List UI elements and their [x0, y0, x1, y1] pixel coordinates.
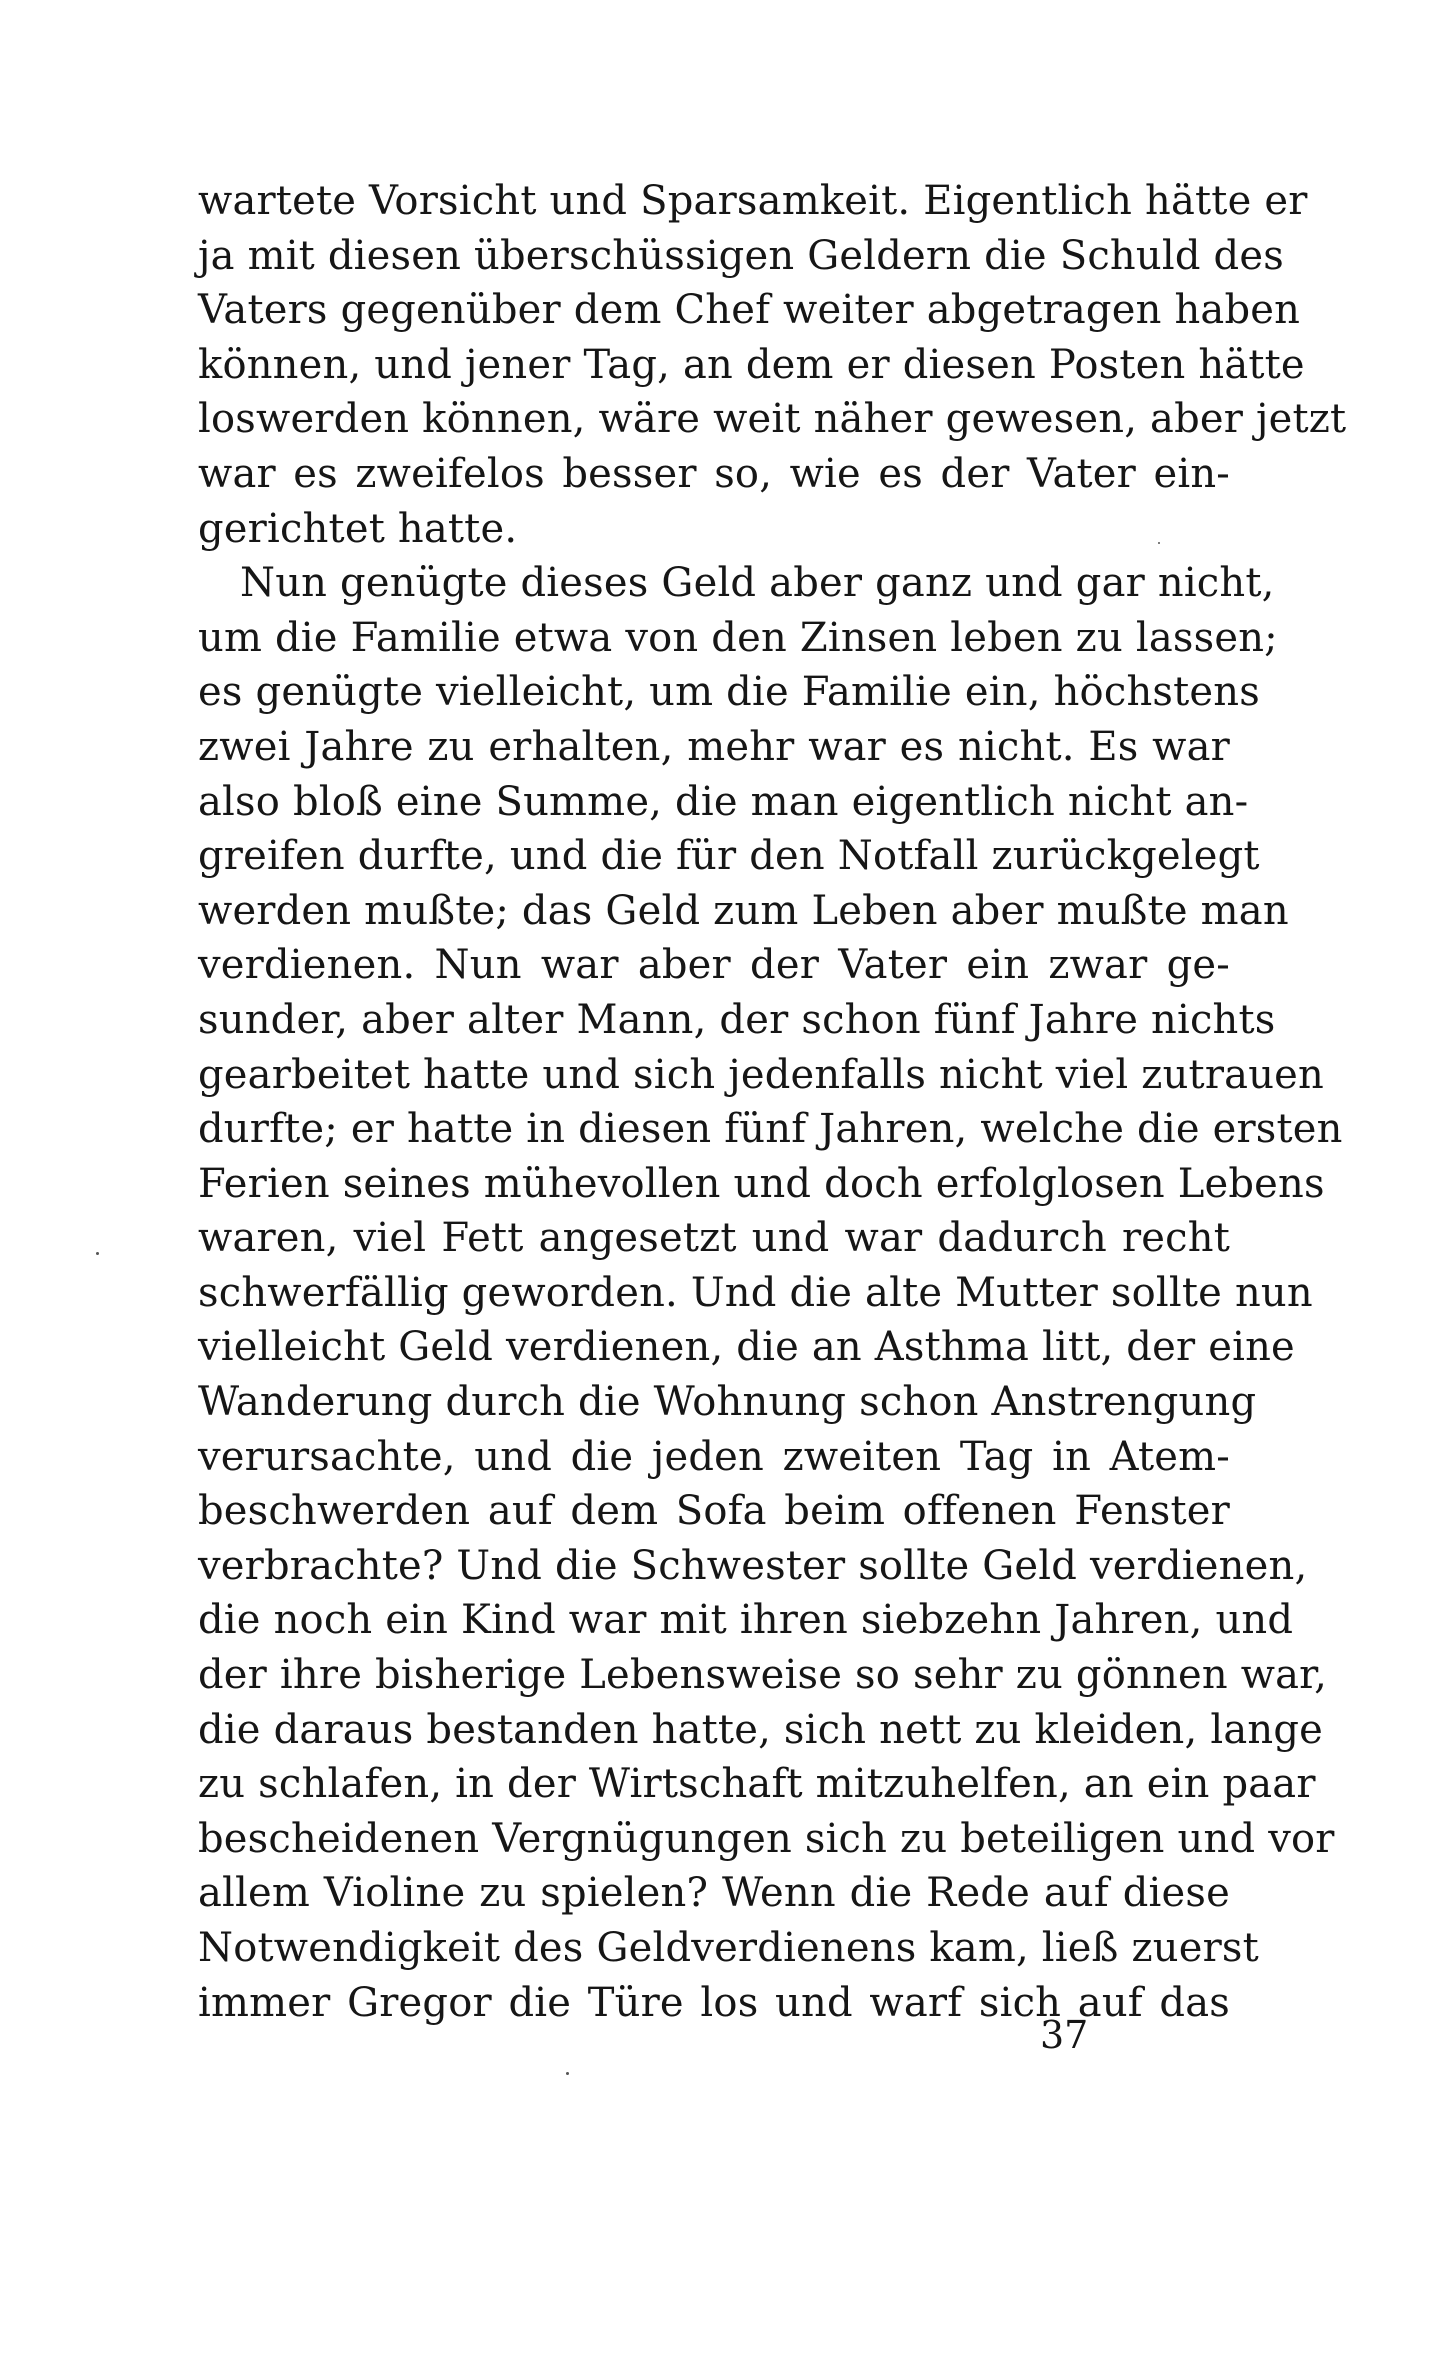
text-line: zwei Jahre zu erhalten, mehr war es nicht. Es war [198, 723, 1230, 770]
scan-speck [566, 2072, 569, 2075]
text-line: die daraus bestanden hatte, sich nett zu kleiden, lange [198, 1706, 1324, 1753]
text-line: beschwerden auf dem Sofa beim offenen Fenster [198, 1488, 1230, 1535]
text-line: es genügte vielleicht, um die Familie ein, höchstens [198, 669, 1260, 716]
text-line: verbrachte? Und die Schwester sollte Geld verdienen, [198, 1542, 1308, 1589]
paragraph-start-line: Nun genügte dieses Geld aber ganz und gar nicht, [240, 560, 1275, 607]
text-line: wartete Vorsicht und Sparsamkeit. Eigentlich hätte er [198, 178, 1308, 224]
text-line: Ferien seines mühevollen und doch erfolglosen Lebens [198, 1160, 1325, 1207]
text-line: verursachte, und die jeden zweiten Tag in Atem- [198, 1433, 1230, 1480]
text-line: die noch ein Kind war mit ihren siebzehn Jahren, und [198, 1597, 1294, 1644]
text-line: war es zweifelos besser so, wie es der Vater ein- [198, 450, 1230, 497]
body-text [198, 174, 1347, 2030]
text-line: um die Familie etwa von den Zinsen leben zu lassen; [198, 614, 1278, 661]
text-line: Notwendigkeit des Geldverdienens kam, ließ zuerst [198, 1925, 1259, 1971]
text-line: Vaters gegenüber dem Chef weiter abgetragen haben [198, 287, 1301, 334]
text-line: sunder, aber alter Mann, der schon fünf Jahre nichts [198, 996, 1276, 1043]
page-number: 37 [1040, 2013, 1089, 2057]
text-line: der ihre bisherige Lebensweise so sehr zu gönnen war, [198, 1652, 1328, 1699]
text-line: vielleicht Geld verdienen, die an Asthma litt, der eine [198, 1324, 1295, 1371]
scan-speck [1158, 542, 1160, 544]
text-line: waren, viel Fett angesetzt und war dadurch recht [198, 1215, 1230, 1262]
text-line: gerichtet hatte. [198, 505, 518, 552]
text-line: immer Gregor die Türe los und warf sich auf das [198, 1979, 1230, 2026]
text-line: werden mußte; das Geld zum Leben aber mußte man [198, 887, 1289, 934]
text-line: gearbeitet hatte und sich jedenfalls nicht viel zutrauen [198, 1051, 1324, 1098]
scan-speck [96, 1252, 99, 1255]
text-line: allem Violine zu spielen? Wenn die Rede auf diese [198, 1870, 1230, 1917]
text-line: verdienen. Nun war aber der Vater ein zwar ge- [198, 942, 1230, 989]
text-line: schwerfällig geworden. Und die alte Mutter sollte nun [198, 1269, 1313, 1316]
text-line: zu schlafen, in der Wirtschaft mitzuhelfen, an ein paar [198, 1761, 1316, 1808]
text-line: loswerden können, wäre weit näher gewesen, aber jetzt [198, 396, 1347, 443]
text-line: greifen durfte, und die für den Notfall zurückgelegt [198, 833, 1260, 880]
text-line: durfte; er hatte in diesen fünf Jahren, welche die ersten [198, 1106, 1343, 1153]
text-line: Wanderung durch die Wohnung schon Anstrengung [198, 1379, 1257, 1426]
text-line: ja mit diesen überschüssigen Geldern die Schuld des [198, 232, 1284, 279]
text-line: können, und jener Tag, an dem er diesen Posten hätte [198, 341, 1305, 388]
text-line: bescheidenen Vergnügungen sich zu beteiligen und vor [198, 1815, 1335, 1862]
text-line: also bloß eine Summe, die man eigentlich nicht an- [198, 778, 1249, 825]
